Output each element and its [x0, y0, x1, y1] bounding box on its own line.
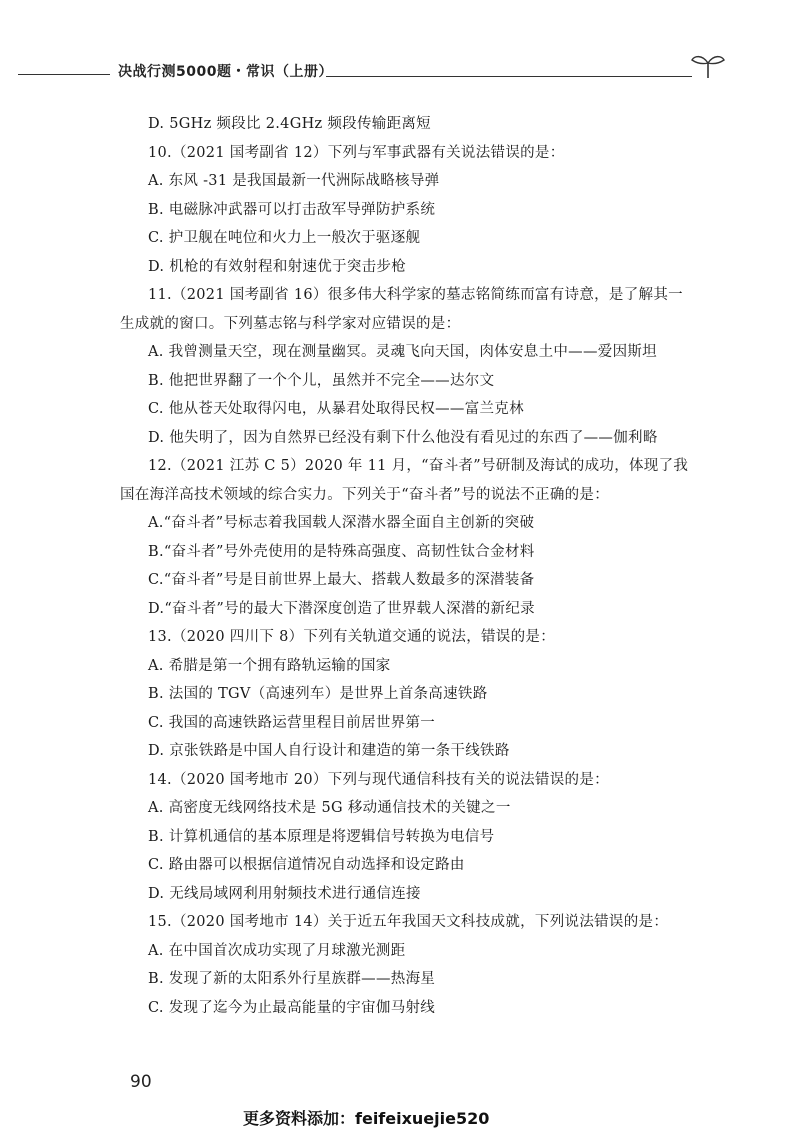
- header-rule-left: [18, 74, 110, 75]
- text-line: 15.（2020 国考地市 14）关于近五年我国天文科技成就，下列说法错误的是：: [148, 914, 669, 930]
- text-line: 12.（2021 江苏 C 5）2020 年 11 月，“奋斗者”号研制及海试的成功，体现了我: [148, 458, 689, 474]
- text-line: C. 我国的高速铁路运营里程目前居世界第一: [148, 714, 436, 731]
- header-rule-right: [326, 76, 692, 77]
- text-line: C.“奋斗者”号是目前世界上最大、搭载人数最多的深潜装备: [148, 572, 535, 588]
- text-line: 10.（2021 国考副省 12）下列与军事武器有关说法错误的是：: [148, 144, 565, 161]
- text-line: B.“奋斗者”号外壳使用的是特殊高强度、高韧性钛合金材料: [148, 543, 535, 560]
- text-line: B. 法国的 TGV（高速列车）是世界上首条高速铁路: [148, 686, 488, 702]
- text-line: D.“奋斗者”号的最大下潜深度创造了世界载人深潜的新纪录: [148, 600, 535, 617]
- text-line: D. 京张铁路是中国人自行设计和建造的第一条干线铁路: [148, 743, 510, 759]
- text-line: 11.（2021 国考副省 16）很多伟大科学家的墓志铭简练而富有诗意，是了解其一: [148, 287, 683, 303]
- text-line: C. 发现了迄今为止最高能量的宇宙伽马射线: [148, 999, 436, 1016]
- text-line: B. 电磁脉冲武器可以打击敌军导弹防护系统: [148, 201, 436, 218]
- sprout-icon: [690, 50, 726, 80]
- text-line: A. 在中国首次成功实现了月球激光测距: [148, 942, 406, 959]
- text-line: B. 发现了新的太阳系外行星族群——热海星: [148, 971, 436, 987]
- text-line: C. 护卫舰在吨位和火力上一般次于驱逐舰: [148, 230, 421, 246]
- text-line: 生成就的窗口。下列墓志铭与科学家对应错误的是：: [120, 315, 461, 332]
- text-line: C. 路由器可以根据信道情况自动选择和设定路由: [148, 857, 465, 873]
- text-line: A. 希腊是第一个拥有路轨运输的国家: [148, 657, 391, 674]
- page-number: 90: [130, 1072, 152, 1092]
- text-line: 国在海洋高技术领域的综合实力。下列关于“奋斗者”号的说法不正确的是：: [120, 486, 610, 503]
- text-line: B. 计算机通信的基本原理是将逻辑信号转换为电信号: [148, 828, 495, 845]
- text-line: A. 东风 -31 是我国最新一代洲际战略核导弹: [148, 173, 440, 189]
- text-line: C. 他从苍天处取得闪电，从暴君处取得民权——富兰克林: [148, 401, 524, 417]
- text-line: D. 5GHz 频段比 2.4GHz 频段传输距离短: [148, 116, 431, 132]
- running-header: [0, 50, 800, 90]
- text-line: D. 他失明了，因为自然界已经没有剩下什么他没有看见过的东西了——伽利略: [148, 429, 658, 446]
- question-content: [120, 110, 718, 1022]
- text-line: D. 机枪的有效射程和射速优于突击步枪: [148, 258, 407, 275]
- text-line: A.“奋斗者”号标志着我国载人深潜水器全面自主创新的突破: [148, 515, 535, 531]
- header-title: 决战行测5000题・常识（上册）: [118, 64, 333, 80]
- text-line: B. 他把世界翻了一个个儿，虽然并不完全——达尔文: [148, 372, 495, 389]
- text-line: A. 高密度无线网络技术是 5G 移动通信技术的关键之一: [148, 800, 511, 816]
- text-line: A. 我曾测量天空，现在测量幽冥。灵魂飞向天国，肉体安息土中——爱因斯坦: [148, 344, 657, 360]
- text-line: 14.（2020 国考地市 20）下列与现代通信科技有关的说法错误的是：: [148, 771, 609, 788]
- footer-note: 更多资料添加：feifeixuejie520: [243, 1109, 490, 1128]
- text-line: 13.（2020 四川下 8）下列有关轨道交通的说法，错误的是：: [148, 629, 556, 645]
- text-line: D. 无线局域网利用射频技术进行通信连接: [148, 885, 421, 902]
